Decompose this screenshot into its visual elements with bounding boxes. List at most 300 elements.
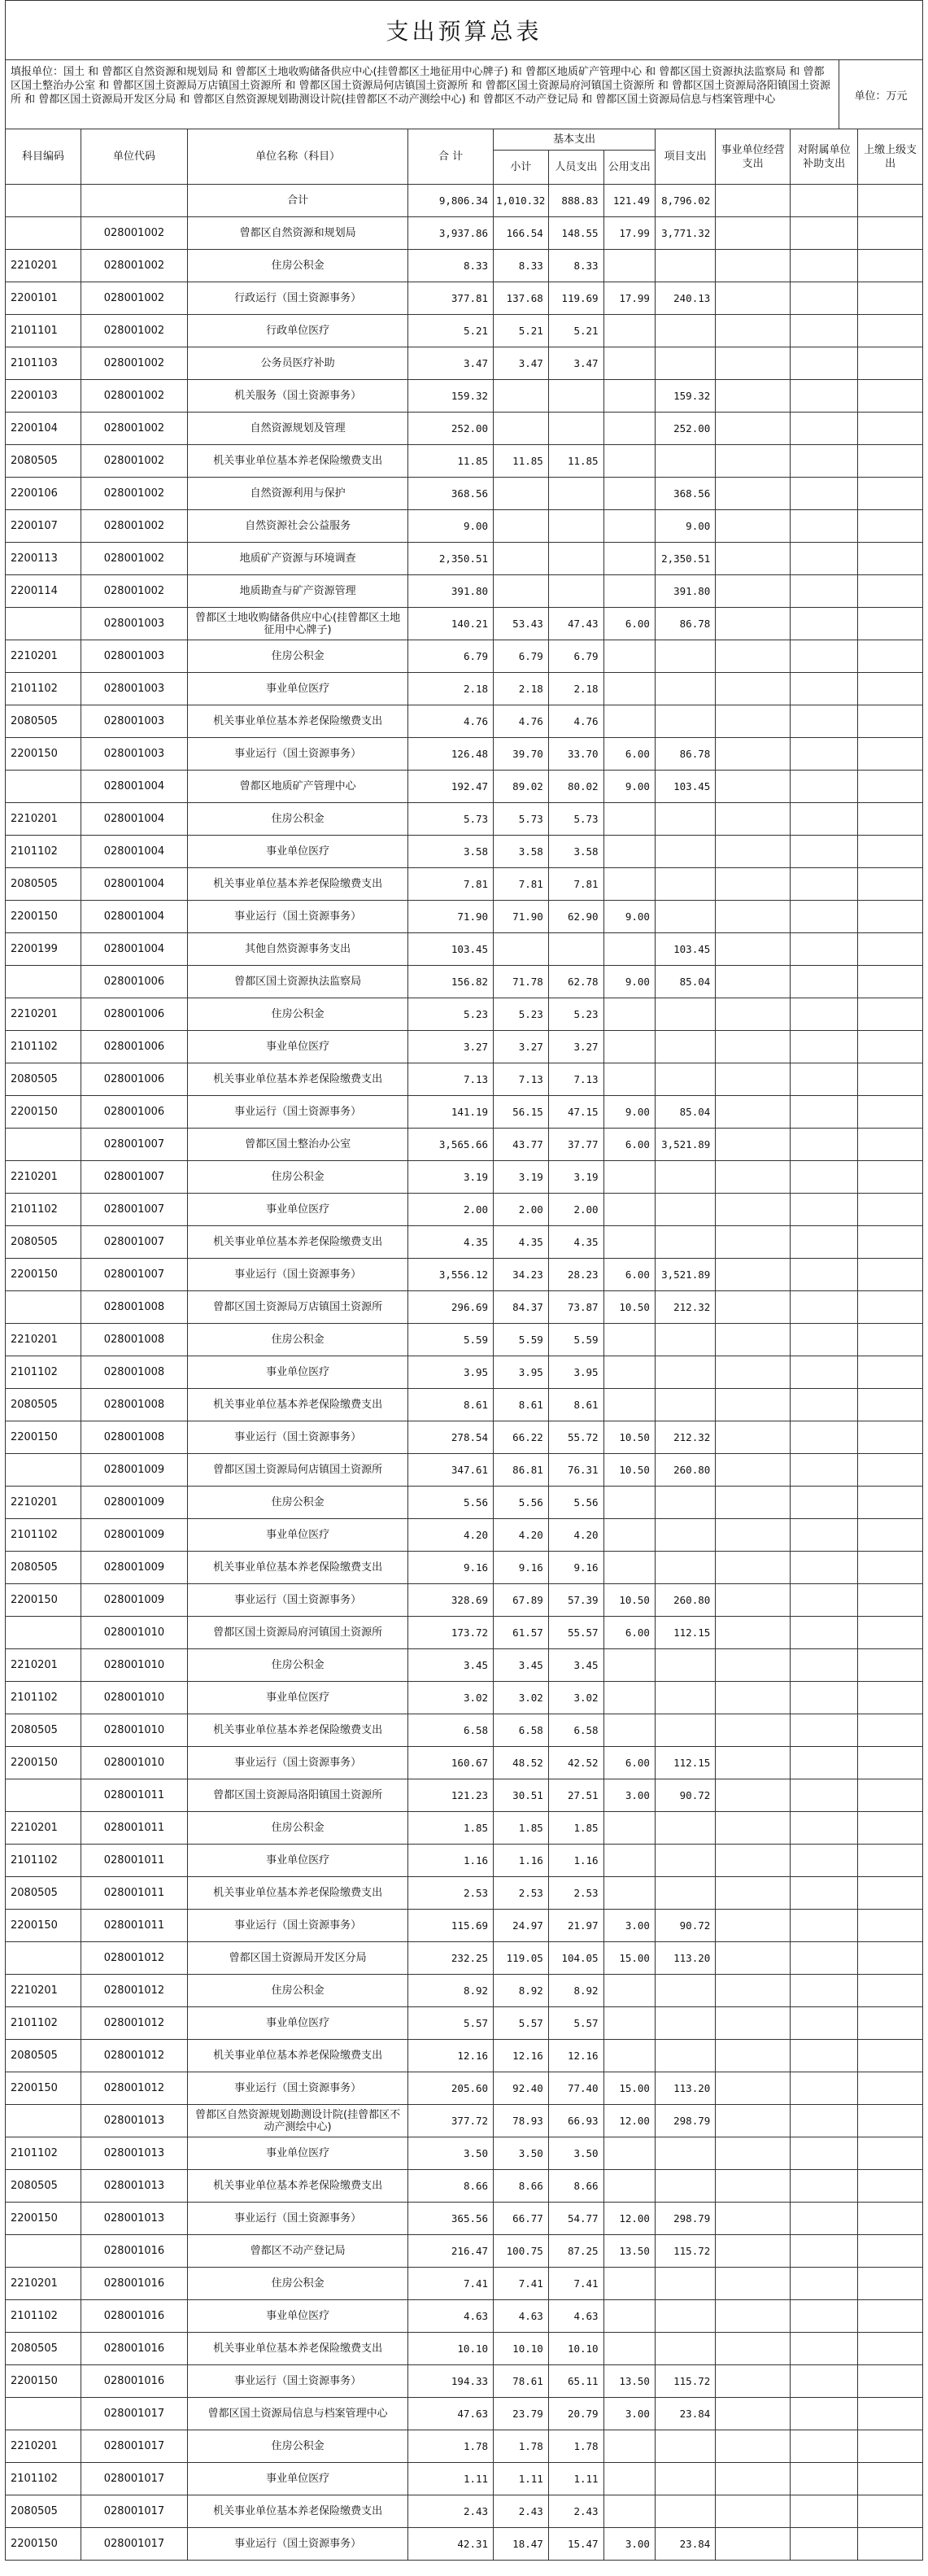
table-row (6, 2007, 923, 2040)
subtotal-cell: 61.57 (494, 1617, 549, 1649)
personnel-cell: 28.23 (548, 1259, 603, 1291)
business-cell (716, 380, 791, 413)
table-row (6, 347, 923, 380)
public-cell (603, 575, 655, 608)
unit-code-cell: 028001002 (81, 413, 187, 445)
subsidy-cell (791, 543, 858, 575)
total-cell: 3.58 (408, 836, 494, 868)
subtotal-cell: 3.47 (494, 347, 549, 380)
subtotal-cell: 48.52 (494, 1747, 549, 1779)
project-cell: 86.78 (655, 738, 715, 771)
unit-name-cell: 地质矿产资源与环境调查 (188, 543, 408, 575)
unit-code-cell: 028001004 (81, 836, 187, 868)
subject-code-cell: 2200107 (6, 510, 81, 543)
subsidy-cell (791, 933, 858, 966)
unit-code-cell: 028001012 (81, 2072, 187, 2105)
upper-cell (858, 803, 923, 836)
subject-code-cell: 2080505 (6, 1877, 81, 1910)
subsidy-cell (791, 1487, 858, 1519)
subtotal-cell: 53.43 (494, 608, 549, 640)
unit-name-cell: 事业运行（国土资源事务） (188, 1910, 408, 1942)
business-cell (716, 1942, 791, 1975)
public-cell (603, 2007, 655, 2040)
personnel-cell: 21.97 (548, 1910, 603, 1942)
table-row (6, 2398, 923, 2430)
table-row (6, 2072, 923, 2105)
unit-code-cell: 028001010 (81, 1649, 187, 1682)
personnel-cell: 9.16 (548, 1552, 603, 1584)
subject-code-cell: 2101102 (6, 1682, 81, 1714)
business-cell (716, 1714, 791, 1747)
unit-code-cell: 028001011 (81, 1845, 187, 1877)
header-subject-code: 科目编码 (6, 129, 81, 185)
project-cell: 23.84 (655, 2398, 715, 2430)
project-cell: 85.04 (655, 966, 715, 998)
public-cell: 13.50 (603, 2365, 655, 2398)
subject-code-cell: 2210201 (6, 2430, 81, 2463)
unit-code-cell: 028001010 (81, 1682, 187, 1714)
project-cell (655, 803, 715, 836)
business-cell (716, 1194, 791, 1226)
unit-code-cell: 028001002 (81, 250, 187, 282)
subsidy-cell (791, 803, 858, 836)
public-cell: 9.00 (603, 966, 655, 998)
unit-code-cell: 028001008 (81, 1324, 187, 1356)
subsidy-cell (791, 1942, 858, 1975)
business-cell (716, 1454, 791, 1487)
table-row (6, 933, 923, 966)
project-cell (655, 347, 715, 380)
header-unit-code: 单位代码 (81, 129, 187, 185)
business-cell (716, 2072, 791, 2105)
subsidy-cell (791, 1584, 858, 1617)
subject-code-cell: 2101101 (6, 315, 81, 347)
business-cell (716, 1031, 791, 1063)
business-cell (716, 1584, 791, 1617)
subject-code-cell (6, 1942, 81, 1975)
personnel-cell: 8.61 (548, 1389, 603, 1421)
project-cell (655, 1649, 715, 1682)
unit-name-cell: 住房公积金 (188, 1487, 408, 1519)
subsidy-cell (791, 250, 858, 282)
subtotal-cell: 2.18 (494, 673, 549, 705)
table-row (6, 640, 923, 673)
personnel-cell: 62.90 (548, 901, 603, 933)
subject-code-cell: 2101102 (6, 836, 81, 868)
total-cell: 141.19 (408, 1096, 494, 1129)
subject-code-cell (6, 2398, 81, 2430)
unit-name-cell: 事业单位医疗 (188, 1682, 408, 1714)
business-cell (716, 1421, 791, 1454)
subtotal-cell: 5.23 (494, 998, 549, 1031)
public-cell (603, 2137, 655, 2170)
unit-name-cell: 曾都区自然资源和规划局 (188, 217, 408, 250)
subsidy-cell (791, 2528, 858, 2561)
unit-name-cell: 住房公积金 (188, 998, 408, 1031)
subject-code-cell: 2080505 (6, 1226, 81, 1259)
unit-code-cell: 028001008 (81, 1291, 187, 1324)
business-cell (716, 2365, 791, 2398)
business-cell (716, 705, 791, 738)
unit-name-cell: 曾都区国土资源局洛阳镇国土资源所 (188, 1779, 408, 1812)
business-cell (716, 1291, 791, 1324)
subsidy-cell (791, 1129, 858, 1161)
subtotal-cell: 3.58 (494, 836, 549, 868)
personnel-cell: 3.19 (548, 1161, 603, 1194)
upper-cell (858, 2300, 923, 2333)
unit-name-cell: 曾都区国土资源局府河镇国土资源所 (188, 1617, 408, 1649)
unit-name-cell: 事业单位医疗 (188, 2463, 408, 2495)
header-total: 合 计 (408, 129, 494, 185)
unit-code-cell: 028001010 (81, 1617, 187, 1649)
project-cell: 115.72 (655, 2235, 715, 2268)
unit-name-cell: 事业单位医疗 (188, 2300, 408, 2333)
personnel-cell: 3.58 (548, 836, 603, 868)
unit-name-cell: 行政单位医疗 (188, 315, 408, 347)
fill-unit-text: 填报单位：国土 和 曾都区自然资源和规划局 和 曾都区土地收购储备供应中心(挂曾都区土地征用中心牌子) 和 曾都区地质矿产管理中心 和 曾都区国土资源执法监察局 和 曾都区国土整治办公室 和 曾都区国土资源局万店镇国土资源所 和 曾都区国土资源局何店镇国土资源所 和 曾都区国土资源局府河镇国土资源所 和 曾都区国土资源局洛阳镇国土资源所 和 曾都区国土资源局开发区分局 和 曾都区自然资源规划勘测设计院(挂曾都区不动产测绘中心) 和 曾都区不动产登记局 和 曾都区国土资源局信息与档案管理中心 (6, 60, 839, 129)
project-cell (655, 1324, 715, 1356)
total-cell: 8.92 (408, 1975, 494, 2007)
total-cell: 121.23 (408, 1779, 494, 1812)
public-cell (603, 1812, 655, 1845)
personnel-cell: 3.45 (548, 1649, 603, 1682)
total-cell: 347.61 (408, 1454, 494, 1487)
unit-name-cell: 行政运行（国土资源事务） (188, 282, 408, 315)
header-upper: 上缴上级支出 (858, 129, 923, 185)
project-cell (655, 2040, 715, 2072)
unit-code-cell: 028001008 (81, 1356, 187, 1389)
page-title: 支出预算总表 (386, 18, 542, 45)
subsidy-cell (791, 2105, 858, 2137)
personnel-cell (548, 575, 603, 608)
upper-cell (858, 1649, 923, 1682)
business-cell (716, 1389, 791, 1421)
upper-cell (858, 413, 923, 445)
subject-code-cell: 2210201 (6, 2268, 81, 2300)
upper-cell (858, 2235, 923, 2268)
upper-cell (858, 1421, 923, 1454)
upper-cell (858, 1617, 923, 1649)
subtotal-cell: 3.95 (494, 1356, 549, 1389)
public-cell (603, 510, 655, 543)
project-cell (655, 901, 715, 933)
table-row (6, 2040, 923, 2072)
total-cell: 368.56 (408, 478, 494, 510)
unit-name-cell: 曾都区国土整治办公室 (188, 1129, 408, 1161)
upper-cell (858, 445, 923, 478)
total-cell: 3,937.86 (408, 217, 494, 250)
unit-name-cell: 事业运行（国土资源事务） (188, 901, 408, 933)
public-cell: 121.49 (603, 185, 655, 217)
total-cell: 391.80 (408, 575, 494, 608)
business-cell (716, 2203, 791, 2235)
subsidy-cell (791, 1454, 858, 1487)
unit-name-cell: 住房公积金 (188, 1975, 408, 2007)
public-cell: 3.00 (603, 2398, 655, 2430)
unit-code-cell: 028001011 (81, 1910, 187, 1942)
business-cell (716, 1747, 791, 1779)
table-row (6, 2333, 923, 2365)
subtotal-cell: 84.37 (494, 1291, 549, 1324)
upper-cell (858, 2170, 923, 2203)
table-row (6, 2528, 923, 2561)
project-cell (655, 2463, 715, 2495)
unit-name-cell: 事业单位医疗 (188, 1519, 408, 1552)
personnel-cell: 4.35 (548, 1226, 603, 1259)
personnel-cell: 37.77 (548, 1129, 603, 1161)
header-business: 事业单位经营支出 (716, 129, 791, 185)
project-cell (655, 2333, 715, 2365)
upper-cell (858, 2137, 923, 2170)
business-cell (716, 445, 791, 478)
unit-code-cell: 028001007 (81, 1259, 187, 1291)
subject-code-cell (6, 771, 81, 803)
unit-name-cell: 其他自然资源事务支出 (188, 933, 408, 966)
subtotal-cell: 2.43 (494, 2495, 549, 2528)
subsidy-cell (791, 1096, 858, 1129)
subtotal-cell: 5.57 (494, 2007, 549, 2040)
unit-code-cell: 028001011 (81, 1877, 187, 1910)
unit-code-cell: 028001003 (81, 640, 187, 673)
fill-unit-row (5, 59, 923, 129)
business-cell (716, 1617, 791, 1649)
table-row (6, 1910, 923, 1942)
total-cell: 140.21 (408, 608, 494, 640)
upper-cell (858, 543, 923, 575)
table-row (6, 2430, 923, 2463)
total-cell: 10.10 (408, 2333, 494, 2365)
business-cell (716, 901, 791, 933)
header-subsidy: 对附属单位补助支出 (791, 129, 858, 185)
project-cell (655, 1519, 715, 1552)
project-cell: 2,350.51 (655, 543, 715, 575)
personnel-cell: 6.79 (548, 640, 603, 673)
subtotal-cell: 3.02 (494, 1682, 549, 1714)
public-cell (603, 380, 655, 413)
total-cell: 47.63 (408, 2398, 494, 2430)
subject-code-cell: 2101102 (6, 2300, 81, 2333)
upper-cell (858, 2268, 923, 2300)
unit-code-cell: 028001009 (81, 1519, 187, 1552)
upper-cell (858, 998, 923, 1031)
unit-code-cell: 028001007 (81, 1161, 187, 1194)
subtotal-cell: 1,010.32 (494, 185, 549, 217)
public-cell: 6.00 (603, 1259, 655, 1291)
personnel-cell: 47.15 (548, 1096, 603, 1129)
subsidy-cell (791, 2430, 858, 2463)
upper-cell (858, 1812, 923, 1845)
subtotal-cell: 5.21 (494, 315, 549, 347)
upper-cell (858, 575, 923, 608)
upper-cell (858, 1259, 923, 1291)
unit-code-cell: 028001003 (81, 705, 187, 738)
project-cell (655, 315, 715, 347)
project-cell (655, 1161, 715, 1194)
unit-name-cell: 机关事业单位基本养老保险缴费支出 (188, 2495, 408, 2528)
project-cell: 252.00 (655, 413, 715, 445)
total-cell: 156.82 (408, 966, 494, 998)
subsidy-cell (791, 282, 858, 315)
subject-code-cell (6, 966, 81, 998)
public-cell: 3.00 (603, 1910, 655, 1942)
public-cell: 17.99 (603, 217, 655, 250)
table-row (6, 1031, 923, 1063)
unit-code-cell: 028001008 (81, 1421, 187, 1454)
total-cell: 4.35 (408, 1226, 494, 1259)
unit-name-cell: 合计 (188, 185, 408, 217)
public-cell: 9.00 (603, 1096, 655, 1129)
upper-cell (858, 315, 923, 347)
project-cell (655, 1031, 715, 1063)
personnel-cell: 888.83 (548, 185, 603, 217)
table-row (6, 1356, 923, 1389)
total-cell: 328.69 (408, 1584, 494, 1617)
unit-code-cell: 028001012 (81, 1942, 187, 1975)
project-cell (655, 836, 715, 868)
business-cell (716, 1877, 791, 1910)
subsidy-cell (791, 1812, 858, 1845)
unit-code-cell: 028001016 (81, 2300, 187, 2333)
business-cell (716, 2040, 791, 2072)
subtotal-cell: 3.50 (494, 2137, 549, 2170)
subject-code-cell: 2200150 (6, 2528, 81, 2561)
table-row (6, 1747, 923, 1779)
subsidy-cell (791, 1845, 858, 1877)
subtotal-cell: 6.58 (494, 1714, 549, 1747)
total-cell: 115.69 (408, 1910, 494, 1942)
subject-code-cell: 2200150 (6, 1096, 81, 1129)
subsidy-cell (791, 771, 858, 803)
subsidy-cell (791, 1226, 858, 1259)
unit-code-cell: 028001004 (81, 868, 187, 901)
project-cell (655, 445, 715, 478)
business-cell (716, 1649, 791, 1682)
public-cell (603, 2300, 655, 2333)
unit-name-cell: 事业运行（国土资源事务） (188, 1096, 408, 1129)
upper-cell (858, 2333, 923, 2365)
unit-name-cell: 曾都区国土资源局万店镇国土资源所 (188, 1291, 408, 1324)
subtotal-cell: 92.40 (494, 2072, 549, 2105)
subsidy-cell (791, 1910, 858, 1942)
subsidy-cell (791, 640, 858, 673)
personnel-cell: 3.47 (548, 347, 603, 380)
total-cell: 377.72 (408, 2105, 494, 2137)
total-cell: 278.54 (408, 1421, 494, 1454)
business-cell (716, 836, 791, 868)
table-row (6, 1259, 923, 1291)
subject-code-cell: 2200106 (6, 478, 81, 510)
project-cell (655, 1877, 715, 1910)
table-row (6, 901, 923, 933)
table-row (6, 673, 923, 705)
table-row (6, 1519, 923, 1552)
total-cell: 160.67 (408, 1747, 494, 1779)
title-bar (5, 0, 923, 59)
subtotal-cell: 78.93 (494, 2105, 549, 2137)
business-cell (716, 1487, 791, 1519)
total-cell: 173.72 (408, 1617, 494, 1649)
budget-table (5, 129, 923, 2561)
project-cell: 103.45 (655, 771, 715, 803)
personnel-cell: 2.00 (548, 1194, 603, 1226)
subject-code-cell: 2200103 (6, 380, 81, 413)
project-cell: 85.04 (655, 1096, 715, 1129)
project-cell: 212.32 (655, 1291, 715, 1324)
upper-cell (858, 901, 923, 933)
business-cell (716, 2398, 791, 2430)
header-project: 项目支出 (655, 129, 715, 185)
unit-code-cell: 028001003 (81, 673, 187, 705)
unit-code-cell: 028001012 (81, 1975, 187, 2007)
business-cell (716, 2170, 791, 2203)
public-cell (603, 315, 655, 347)
business-cell (716, 998, 791, 1031)
unit-code-cell: 028001016 (81, 2235, 187, 2268)
subsidy-cell (791, 445, 858, 478)
subtotal-cell: 3.27 (494, 1031, 549, 1063)
personnel-cell: 4.20 (548, 1519, 603, 1552)
upper-cell (858, 282, 923, 315)
upper-cell (858, 1779, 923, 1812)
unit-name-cell: 机关事业单位基本养老保险缴费支出 (188, 445, 408, 478)
subsidy-cell (791, 380, 858, 413)
table-row (6, 1942, 923, 1975)
unit-code-cell: 028001003 (81, 738, 187, 771)
table-row (6, 2300, 923, 2333)
business-cell (716, 575, 791, 608)
unit-code-cell: 028001003 (81, 608, 187, 640)
upper-cell (858, 771, 923, 803)
upper-cell (858, 1682, 923, 1714)
personnel-cell: 119.69 (548, 282, 603, 315)
subject-code-cell: 2200150 (6, 2203, 81, 2235)
personnel-cell: 77.40 (548, 2072, 603, 2105)
table-row (6, 868, 923, 901)
total-cell: 12.16 (408, 2040, 494, 2072)
table-row (6, 2365, 923, 2398)
upper-cell (858, 1845, 923, 1877)
business-cell (716, 2300, 791, 2333)
subject-code-cell: 2210201 (6, 803, 81, 836)
unit-name-cell: 事业单位医疗 (188, 1194, 408, 1226)
table-row (6, 445, 923, 478)
public-cell: 12.00 (603, 2203, 655, 2235)
subject-code-cell: 2200150 (6, 2072, 81, 2105)
subject-code-cell: 2210201 (6, 1487, 81, 1519)
personnel-cell: 3.95 (548, 1356, 603, 1389)
personnel-cell: 54.77 (548, 2203, 603, 2235)
subject-code-cell (6, 608, 81, 640)
personnel-cell: 2.43 (548, 2495, 603, 2528)
subsidy-cell (791, 347, 858, 380)
upper-cell (858, 185, 923, 217)
subtotal-cell: 34.23 (494, 1259, 549, 1291)
upper-cell (858, 2398, 923, 2430)
public-cell (603, 933, 655, 966)
public-cell: 15.00 (603, 2072, 655, 2105)
subtotal-cell (494, 510, 549, 543)
subtotal-cell: 5.73 (494, 803, 549, 836)
project-cell: 298.79 (655, 2105, 715, 2137)
unit-code-cell: 028001006 (81, 1063, 187, 1096)
personnel-cell (548, 933, 603, 966)
personnel-cell: 55.57 (548, 1617, 603, 1649)
business-cell (716, 2105, 791, 2137)
public-cell: 6.00 (603, 1617, 655, 1649)
project-cell (655, 1714, 715, 1747)
subtotal-cell: 71.78 (494, 966, 549, 998)
total-cell: 71.90 (408, 901, 494, 933)
